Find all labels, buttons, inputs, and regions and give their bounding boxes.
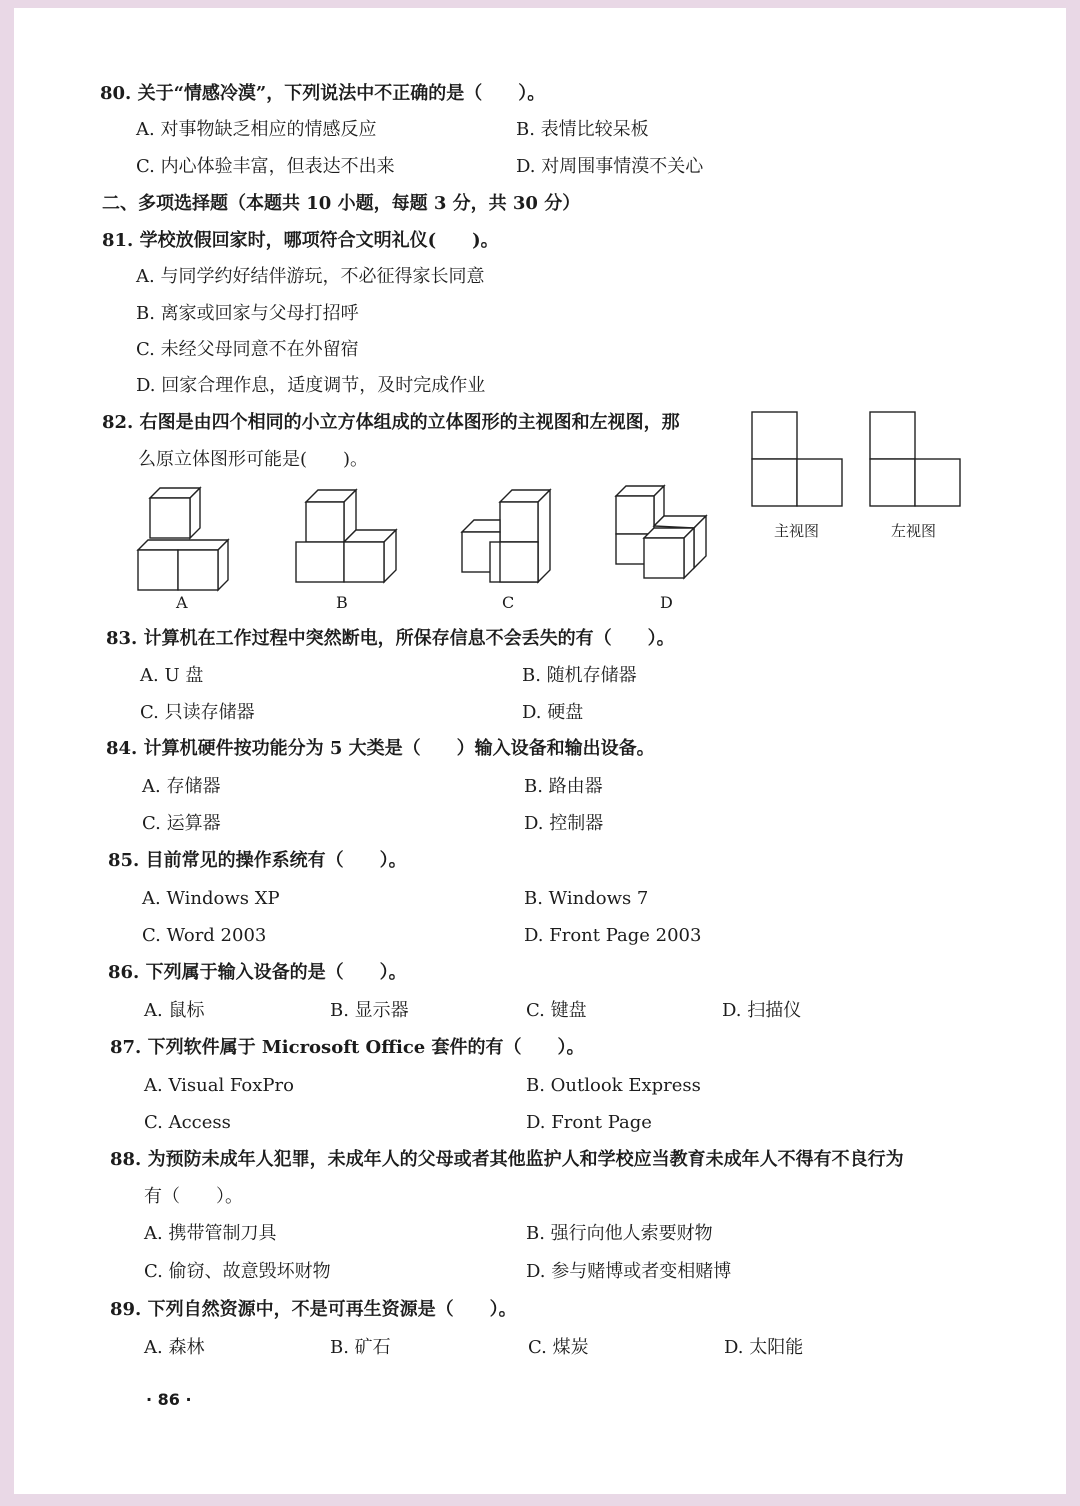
figure-d-cubes — [614, 484, 714, 599]
page-number: · 86 · — [146, 1390, 192, 1409]
question-87-option-d: D. Front Page — [526, 1112, 652, 1133]
question-89-option-a: A. 森林 — [144, 1337, 205, 1358]
question-80-option-c: C. 内心体验丰富，但表达不出来 — [136, 156, 395, 177]
question-88-option-a: A. 携带管制刀具 — [144, 1223, 277, 1244]
question-81-option-b: B. 离家或回家与父母打招呼 — [136, 303, 359, 324]
question-87-stem: 87. 下列软件属于 Microsoft Office 套件的有（ ）。 — [110, 1037, 585, 1058]
question-88-option-c: C. 偷窃、故意毁坏财物 — [144, 1261, 331, 1282]
question-84-stem: 84. 计算机硬件按功能分为 5 大类是（ ）输入设备和输出设备。 — [106, 738, 655, 759]
question-83-option-a: A. U 盘 — [140, 665, 204, 686]
question-88-stem-line1: 88. 为预防未成年人犯罪，未成年人的父母或者其他监护人和学校应当教育未成年人不得有不良行为 — [110, 1149, 904, 1170]
question-81-option-c: C. 未经父母同意不在外留宿 — [136, 339, 359, 360]
question-80-option-d: D. 对周围事情漠不关心 — [516, 156, 704, 177]
question-85-option-a: A. Windows XP — [142, 888, 280, 909]
question-85-option-b: B. Windows 7 — [524, 888, 649, 909]
question-84-option-a: A. 存储器 — [142, 776, 221, 797]
question-81-stem: 81. 学校放假回家时，哪项符合文明礼仪( )。 — [102, 230, 499, 251]
question-88-option-b: B. 强行向他人索要财物 — [526, 1223, 713, 1244]
exam-page — [14, 8, 1066, 1494]
figure-c-cubes — [460, 488, 560, 598]
question-84-option-c: C. 运算器 — [142, 813, 221, 834]
figure-b-cubes — [294, 488, 394, 598]
question-82-stem-line1: 82. 右图是由四个相同的小立方体组成的立体图形的主视图和左视图，那 — [102, 412, 680, 433]
question-85-option-c: C. Word 2003 — [142, 925, 267, 946]
question-86-option-a: A. 鼠标 — [144, 1000, 205, 1021]
question-88-option-d: D. 参与赌博或者变相赌博 — [526, 1261, 732, 1282]
figure-d-label: D — [660, 593, 673, 612]
question-89-option-c: C. 煤炭 — [528, 1337, 589, 1358]
question-86-stem: 86. 下列属于输入设备的是（ ）。 — [108, 962, 407, 983]
question-84-option-b: B. 路由器 — [524, 776, 603, 797]
question-83-stem: 83. 计算机在工作过程中突然断电，所保存信息不会丢失的有（ ）。 — [106, 628, 675, 649]
figure-a-cubes — [136, 488, 236, 598]
question-80-stem: 80. 关于“情感冷漠”，下列说法中不正确的是（ ）。 — [100, 83, 546, 104]
front-view-diagram — [750, 410, 846, 510]
question-83-option-c: C. 只读存储器 — [140, 702, 255, 723]
question-89-option-d: D. 太阳能 — [724, 1337, 804, 1358]
question-80-option-a: A. 对事物缺乏相应的情感反应 — [136, 119, 377, 140]
figure-a-label: A — [176, 593, 188, 612]
question-83-option-d: D. 硬盘 — [522, 702, 584, 723]
figure-b-label: B — [336, 593, 348, 612]
question-86-option-b: B. 显示器 — [330, 1000, 409, 1021]
question-83-option-b: B. 随机存储器 — [522, 665, 637, 686]
question-87-option-c: C. Access — [144, 1112, 231, 1133]
question-86-option-d: D. 扫描仪 — [722, 1000, 802, 1021]
question-81-option-a: A. 与同学约好结伴游玩，不必征得家长同意 — [136, 266, 485, 287]
question-80-option-b: B. 表情比较呆板 — [516, 119, 649, 140]
question-85-stem: 85. 目前常见的操作系统有（ ）。 — [108, 850, 407, 871]
question-87-option-a: A. Visual FoxPro — [144, 1075, 294, 1096]
question-84-option-d: D. 控制器 — [524, 813, 604, 834]
question-81-option-d: D. 回家合理作息，适度调节，及时完成作业 — [136, 375, 486, 396]
question-89-stem: 89. 下列自然资源中，不是可再生资源是（ ）。 — [110, 1299, 517, 1320]
figure-c-label: C — [502, 593, 515, 612]
left-view-diagram — [868, 410, 964, 510]
question-86-option-c: C. 键盘 — [526, 1000, 587, 1021]
front-view-label: 主视图 — [774, 522, 820, 540]
question-85-option-d: D. Front Page 2003 — [524, 925, 702, 946]
question-82-stem-line2: 么原立体图形可能是( )。 — [138, 449, 369, 470]
left-view-label: 左视图 — [891, 522, 937, 540]
section-heading-multiple-choice: 二、多项选择题（本题共 10 小题，每题 3 分，共 30 分） — [102, 193, 581, 214]
question-87-option-b: B. Outlook Express — [526, 1075, 701, 1096]
question-89-option-b: B. 矿石 — [330, 1337, 391, 1358]
question-88-stem-line2: 有（ ）。 — [144, 1186, 243, 1207]
